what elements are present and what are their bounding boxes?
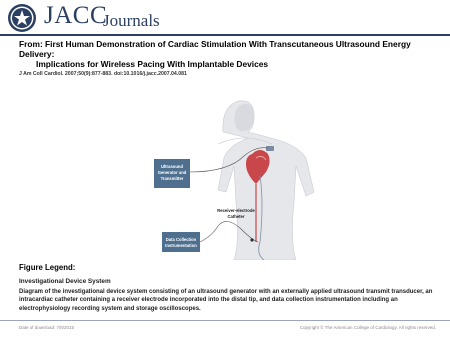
logo-jacc[interactable]: JACC — [44, 2, 108, 29]
box2-line-1: Data Collection — [165, 237, 197, 242]
acc-seal-icon — [7, 3, 37, 33]
data-collection-box — [162, 232, 200, 252]
logo-journals: Journals — [103, 11, 160, 30]
citation[interactable]: J Am Coll Cardiol. 2007;50(9):877-883. doi:10.1016/j.jacc.2007.04.081 — [19, 71, 187, 77]
title-line-1: From: First Human Demonstration of Cardiac Stimulation With Transcutaneous Ultrasound Energy Delivery: — [19, 39, 411, 59]
torso-illustration — [218, 101, 314, 260]
header-divider — [0, 34, 450, 36]
receiver-label-line-1: Receiver-electrode — [217, 208, 255, 213]
box1-line-3: Transmitter — [160, 176, 184, 181]
box1-line-2: Generator and — [157, 170, 187, 175]
legend-body: Diagram of the investigational device system consisting of an ultrasound generator with an externally applied ultrasound transmit transducer, an intracardiac catheter containing a receiver electrode incorporated into the distal tip, and data collection instrumentation including an electrophysiology recording system and storage oscilloscopes. — [19, 289, 433, 312]
device-system-figure — [148, 92, 318, 260]
header — [0, 0, 450, 34]
box2-line-2: Instrumentation — [165, 243, 197, 248]
receiver-label-line-2: Catheter — [227, 214, 245, 219]
footer-divider — [0, 320, 450, 321]
download-date: Date of download: 7/8/2015 — [19, 325, 75, 330]
copyright-notice: Copyright © The American College of Cardiology. All rights reserved. — [299, 325, 436, 330]
article-title — [19, 39, 439, 69]
ultrasound-generator-box — [154, 159, 190, 188]
box1-line-1: Ultrasound — [160, 164, 184, 169]
legend-heading: Figure Legend: — [19, 263, 76, 272]
title-line-2: Implications for Wireless Pacing With Implantable Devices — [36, 59, 269, 69]
legend-subheading: Investigational Device System — [19, 278, 111, 285]
transducer-icon — [266, 146, 274, 151]
connector-icon — [250, 238, 253, 241]
